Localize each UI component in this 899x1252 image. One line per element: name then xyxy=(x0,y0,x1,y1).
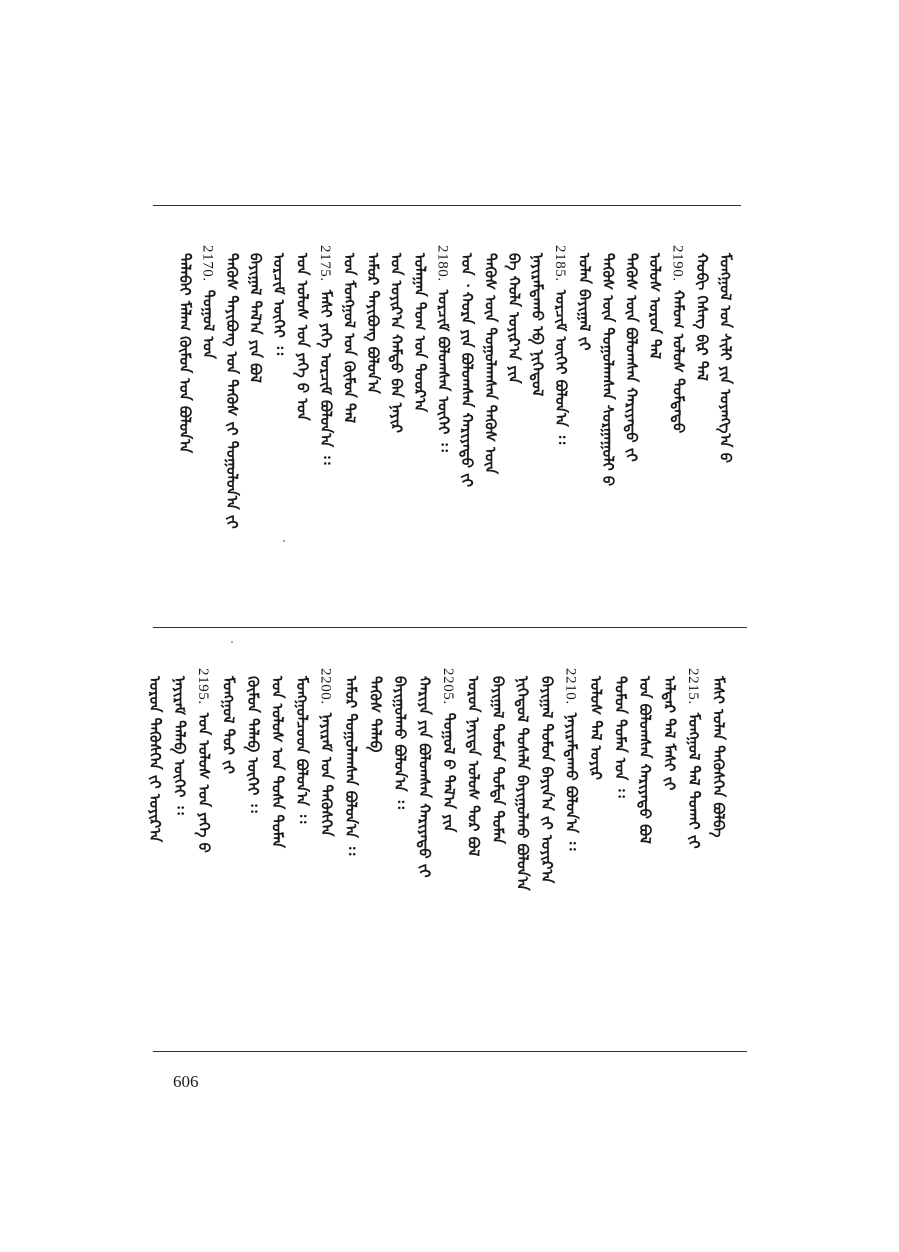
verse-line xyxy=(504,245,524,384)
verse-text: ᠤᠯᠤᠰ ᠣᠷᠣᠨ ᠲᠠᠯ xyxy=(646,253,664,359)
verse-text: ᠤᠯᠤᠰ ᠲᠠᠯ ᠤᠶᠢᠷ xyxy=(587,676,605,780)
verse-line xyxy=(464,668,484,856)
verse-line xyxy=(586,668,606,780)
verse-text: ᠨᠠᠶᠢᠷᠠᠮᠳᠠᠬᠤ ᠪᠣᠯᠣᠨ᠎ᠠ ᠄᠄ xyxy=(562,712,581,851)
verse-line xyxy=(243,668,263,813)
verse-text: ᠨᠢᠭᠡᠳᠦᠯ ᠲᠤᠰᠠᠯᠠ ᠪᠠᠶᠢᠭᠤᠯᠬᠤ ᠪᠣᠯᠣᠨ᠎ᠠ xyxy=(513,676,532,891)
verse-line xyxy=(222,245,242,529)
verse-line xyxy=(415,668,435,878)
print-speck xyxy=(283,540,285,542)
verse-line xyxy=(340,245,360,423)
verse-text: ᠣᠷᠣᠨ ᠨᠡᠶᠢᠲᠡ ᠤᠯᠤᠰ ᠲᠤᠷ ᠪᠣᠯ xyxy=(464,676,483,857)
verse-text: ᠠᠯᠳᠠᠷ ᠲᠠᠯ ᠮᠠᠰᠢ ᠶ᠋ᠢ xyxy=(660,676,679,791)
lower-verse-block xyxy=(145,668,735,998)
verse-text: ᠤᠨ ᠤᠯᠤᠰ ᠤᠨ ᠶᠡᠬᠡ ᠪ ᠤᠨ xyxy=(293,253,312,421)
verse-text: ᠠᠮᠤᠷ ᠲᠠᠶᠢᠪᠤᠩ ᠪᠣᠯᠤᠨ᠎ᠠ xyxy=(364,253,382,394)
line-number: 2170. xyxy=(199,245,216,282)
verse-text: ᠲᠡᠭᠦᠰ ᠲᠠᠶᠢᠪᠤᠩ ᠤᠨ ᠲᠡᠭᠦᠰ ᠶ᠋ᠢ ᠲᠤᠭᠤᠯᠤᠨ᠎ᠠ ᠶ᠋ᠢ xyxy=(223,253,241,529)
verse-line xyxy=(611,668,631,798)
verse-line xyxy=(513,668,533,891)
verse-line xyxy=(246,245,266,383)
verse-line xyxy=(316,245,336,465)
verse-text: ᠤᠨ ᠤᠯᠤᠰ ᠤᠨ ᠲᠤᠰᠠ ᠲᠤᠮᠡᠨ xyxy=(268,676,287,849)
verse-line xyxy=(317,668,337,837)
verse-line xyxy=(390,668,410,809)
line-number: 2210. xyxy=(562,668,579,705)
verse-line xyxy=(434,245,454,452)
verse-text: ᠮᠣᠩᠭᠣᠯᠴᠤᠳ ᠪᠣᠯᠣᠨ᠎ᠠ ᠄᠄ xyxy=(293,676,311,824)
print-speck xyxy=(231,641,233,643)
verse-text: ᠨᠠᠶᠢᠷᠠᠮ ᠲᠠᠯᠠᠪ ᠦᠭᠡᠢ ᠄᠄ xyxy=(170,676,189,815)
verse-line xyxy=(199,245,219,359)
verse-text: ᠤᠨ ᠮᠣᠩᠭᠣᠯ ᠤᠨ ᠬᠦᠮᠦᠨ ᠲᠠᠯ xyxy=(340,253,359,424)
line-number: 2200. xyxy=(317,668,334,705)
verse-text: ᠨᠠᠶᠢᠷᠠᠮᠳᠠᠬᠤ ᠡᠪ ᠨᠢᠭᠡᠳᠦᠯ xyxy=(528,253,547,397)
verse-text: ᠬᠤᠪᠢ ᠬᠡᠰᠡᠭ ᠪᠢᠷ ᠲᠠᠯ xyxy=(693,253,711,381)
verse-line xyxy=(410,245,430,412)
line-number: 2205. xyxy=(440,668,456,705)
verse-text: ᠪᠠᠶᠢᠭᠠᠯ ᠲᠤᠮᠤᠨ ᠪᠠᠶᠢᠨ᠎ᠠ ᠶ᠋ᠢ ᠣᠶᠢᠷ᠎ᠠ xyxy=(538,676,556,884)
verse-text: ᠣᠷᠣᠨ ᠲᠡᠭᠦᠰᠬᠡᠨ ᠶ᠋ᠢ ᠣᠶᠢᠷ᠎ᠠ xyxy=(146,676,164,843)
verse-text: ᠲᠠᠯᠠᠪᠠᠢ ᠮᠠᠯᠠᠭ ᠬᠦᠮᠦᠨ ᠤᠨ ᠪᠣᠯᠣᠨ᠎ᠠ xyxy=(176,253,194,454)
bottom-rule xyxy=(153,1051,747,1052)
verse-line xyxy=(439,668,459,832)
verse-line xyxy=(292,668,312,823)
verse-text: ᠪᠠ ᠬᠣᠯᠠ ᠣᠶᠢᠷ᠎ᠠ ᠶᠢᠨ xyxy=(505,253,523,384)
verse-text: ᠲᠡᠭᠦᠰ ᠦᠨ ᠲᠤᠭᠤᠯᠠᠭᠰᠠᠨ ᠰᠤᠷᠭᠠᠭᠤᠯᠢ ᠪ xyxy=(599,253,617,487)
verse-line xyxy=(293,245,313,421)
verse-text: ᠤᠨ ᠂ ᠬᠤᠷᠠ ᠶᠢᠨ ᠪᠣᠯᠤᠭᠰᠠᠨ ᠬᠠᠷᠢᠶᠠᠲᠤ ᠶ᠋ᠢ xyxy=(458,253,476,488)
verse-line xyxy=(457,245,477,487)
verse-text: ᠪᠠᠶᠢᠭᠠᠯ ᠲᠤᠮᠤᠨ ᠳᠤᠮᠳᠠ ᠲᠤᠮᠡᠨ xyxy=(489,676,507,844)
verse-text: ᠮᠠᠰᠢ ᠶᠡᠬᠡ ᠣᠷᠴᠢᠮ ᠪᠣᠯᠣᠨ᠎ᠠ ᠄᠄ xyxy=(317,289,335,465)
verse-line xyxy=(622,245,642,462)
verse-text: ᠮᠣᠩᠭᠣᠯ ᠲᠤᠷ ᠶ᠋ᠢ xyxy=(219,676,238,774)
verse-text: ᠤᠨ ᠣᠶᠢᠷ᠎ᠠ ᠬᠠᠮᠲᠤ ᠪᠠᠨ ᠨᠠᠶᠢᠷ xyxy=(387,253,406,433)
line-number: 2195. xyxy=(195,668,211,705)
line-number: 2180. xyxy=(434,245,451,282)
middle-rule xyxy=(153,627,747,628)
verse-text: ᠤᠯᠠᠨ ᠪᠠᠶᠢᠭᠠᠯ ᠶ᠋ᠢ xyxy=(575,253,594,351)
verse-line xyxy=(635,668,655,844)
verse-line xyxy=(488,668,508,844)
verse-line xyxy=(551,245,571,444)
verse-line xyxy=(684,668,704,849)
verse-text: ᠲᠡᠭᠦᠰ ᠦᠨ ᠲᠤᠭᠤᠯᠠᠭᠰᠠᠨ ᠲᠡᠭᠦᠰ ᠦᠨ xyxy=(481,253,500,474)
upper-verse-block xyxy=(175,245,735,575)
verse-line xyxy=(575,245,595,350)
line-number: 2185. xyxy=(552,245,568,282)
page-number: 606 xyxy=(173,1072,199,1091)
verse-text: ᠲᠤᠮᠤᠨ ᠲᠤᠮᠡᠨ ᠤᠨ ᠄᠄ xyxy=(611,676,630,798)
verse-text: ᠬᠠᠮᠤᠭ ᠤᠯᠤᠰ ᠳᠤᠮᠳᠠᠳᠤ xyxy=(669,289,688,434)
verse-line xyxy=(269,245,289,355)
verse-line xyxy=(170,668,190,815)
verse-text: ᠪᠠᠶᠢᠭᠤᠯᠬᠤ ᠪᠣᠯᠣᠨ᠎ᠠ ᠄᠄ xyxy=(391,676,409,809)
verse-text: ᠲᠤᠭᠤᠯ ᠪ ᠲᠠᠯ᠎ᠠ ᠶᠢᠨ xyxy=(440,712,458,833)
verse-text: ᠮᠣᠩᠭᠣᠯ ᠲᠠᠯ ᠲᠤᠬᠠᠢ ᠶ᠋ᠢ xyxy=(685,712,703,849)
verse-text: ᠣᠷᠴᠢᠮ ᠪᠣᠯᠣᠭᠰᠠᠨ ᠦᠭᠡᠢ ᠄᠄ xyxy=(434,289,453,452)
verse-line xyxy=(219,668,239,774)
verse-line xyxy=(528,245,548,396)
verse-line xyxy=(692,245,712,381)
verse-line xyxy=(366,668,386,752)
verse-text: ᠣᠷᠴᠢᠮ ᠦᠭᠡᠢ ᠄᠄ xyxy=(270,253,288,356)
verse-line xyxy=(645,245,665,359)
verse-text: ᠣᠷᠴᠢᠮ ᠦᠭᠡᠢ ᠪᠣᠯᠣᠨ᠎ᠠ ᠄᠄ xyxy=(552,289,570,445)
verse-text: ᠠᠮᠤᠷ ᠲᠤᠭᠤᠯᠠᠭᠰᠠᠨ ᠪᠣᠯᠣᠨ᠎ᠠ ᠄᠄ xyxy=(342,676,360,856)
verse-line xyxy=(562,668,582,850)
verse-line xyxy=(709,668,729,838)
verse-line xyxy=(175,245,195,453)
top-rule xyxy=(153,205,741,206)
verse-line xyxy=(387,245,407,433)
verse-text: ᠬᠦᠮᠦᠨ ᠲᠠᠯᠠᠪ ᠦᠭᠡᠢ ᠄᠄ xyxy=(244,676,262,813)
verse-line xyxy=(598,245,618,486)
line-number: 2175. xyxy=(317,245,333,282)
verse-text: ᠮᠠᠰᠢ ᠤᠯᠠᠨ ᠲᠡᠭᠦᠰᠭᠡᠨ ᠪᠣᠯᠪᠠ xyxy=(709,676,728,838)
verse-text: ᠤᠨ ᠪᠣᠯᠤᠭᠰᠠᠨ ᠬᠠᠷᠢᠶᠠᠲᠤ ᠪᠣᠯ xyxy=(636,676,654,844)
verse-text: ᠤᠯᠠᠭᠠᠨ ᠲᠤᠭ ᠤᠨ ᠳᠣᠣᠷ᠎ᠠ xyxy=(411,253,429,413)
verse-line xyxy=(481,245,501,474)
verse-line xyxy=(669,245,689,433)
verse-text: ᠲᠡᠭᠦᠰ ᠲᠠᠯᠠᠪ xyxy=(366,676,385,753)
verse-line xyxy=(268,668,288,848)
line-number: 2190. xyxy=(669,245,686,282)
verse-text: ᠲᠤᠭᠤᠯ ᠤᠨ xyxy=(199,289,218,359)
verse-text: ᠬᠠᠷᠢᠶᠠ ᠶᠢᠨ ᠪᠣᠯᠤᠭᠰᠠᠨ ᠬᠠᠷᠢᠶᠠᠲᠤ ᠶ᠋ᠢ xyxy=(415,676,434,878)
verse-line xyxy=(341,668,361,855)
verse-line xyxy=(716,245,736,463)
verse-text: ᠨᠠᠶᠢᠷᠠᠮ ᠤᠨ ᠲᠡᠭᠦᠰᠬᠡᠨ xyxy=(317,712,336,837)
verse-text: ᠤᠨ ᠤᠯᠤᠰ ᠤᠨ ᠶᠡᠬᠡ ᠪ xyxy=(195,712,213,853)
verse-line xyxy=(145,668,165,842)
verse-line xyxy=(537,668,557,883)
verse-line xyxy=(660,668,680,790)
verse-text: ᠮᠣᠩᠭᠣᠯ ᠤᠨ ᠰᠢᠯᠢ ᠶᠢᠨ ᠤᠶᠠᠩᠭ᠎ᠠ ᠪ xyxy=(716,253,735,463)
verse-text: ᠲᠡᠭᠦᠰ ᠦᠨ ᠪᠣᠯᠤᠭᠰᠠᠨ ᠬᠠᠷᠢᠶᠠᠲᠤ ᠶ᠋ᠢ xyxy=(622,253,641,462)
line-number: 2215. xyxy=(685,668,701,705)
verse-line xyxy=(194,668,214,853)
verse-text: ᠪᠠᠶᠢᠭᠠᠯ ᠲᠠᠯ᠎ᠠ ᠶᠢᠨ ᠪᠣᠯ xyxy=(246,253,265,383)
verse-line xyxy=(363,245,383,394)
